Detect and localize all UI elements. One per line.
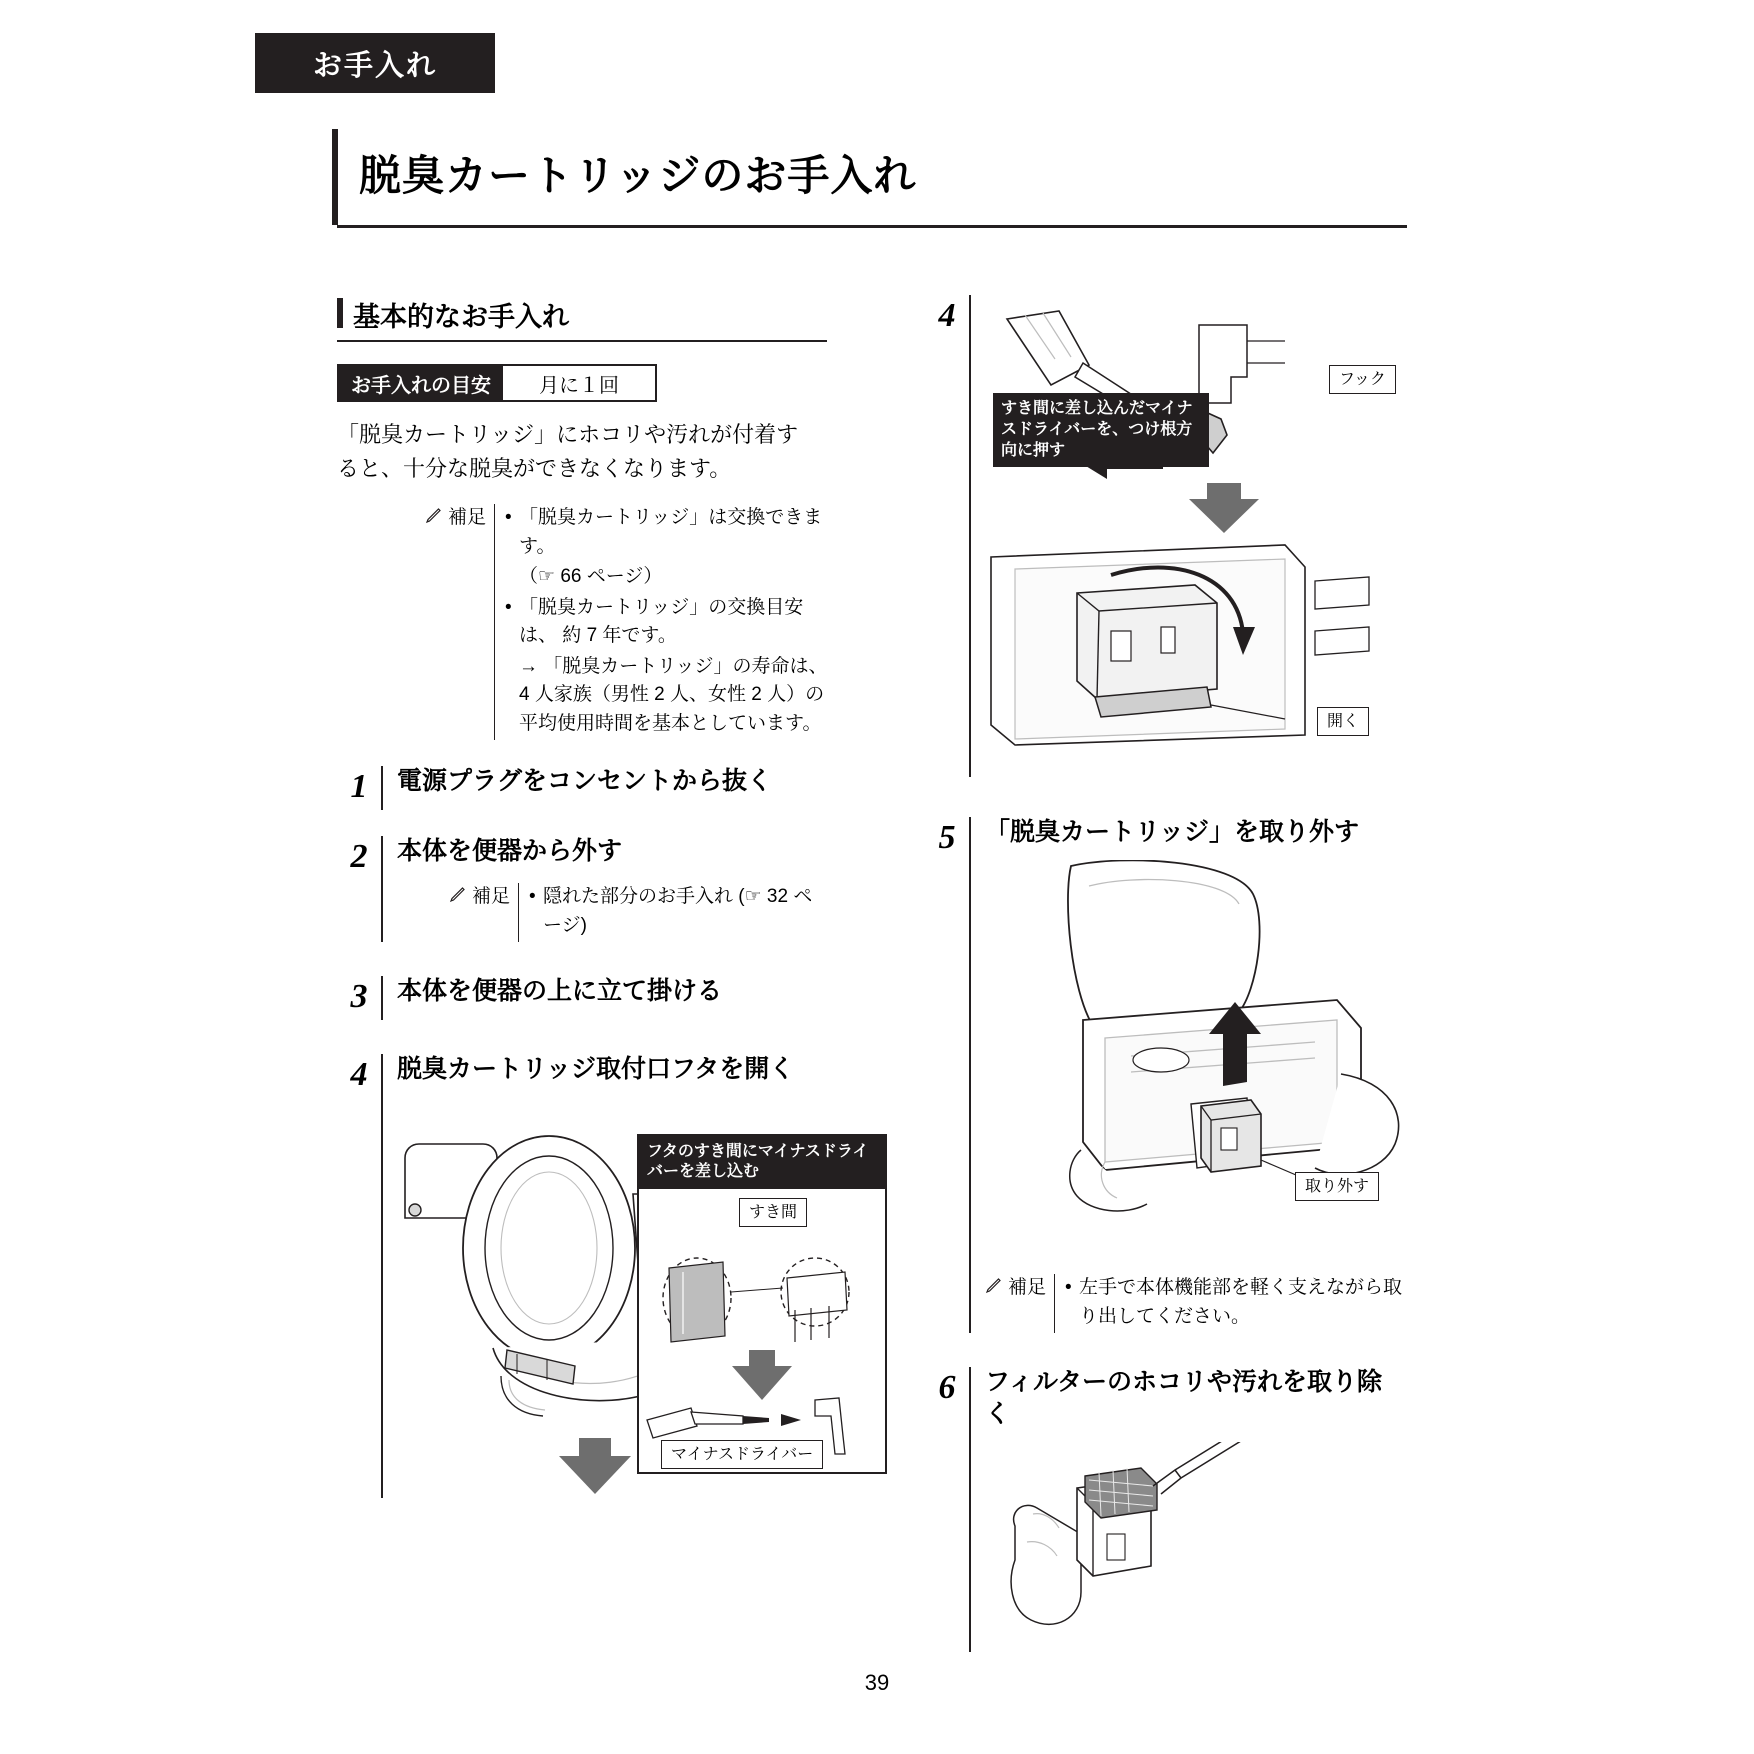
callout-push-driver: すき間に差し込んだマイナスドライバーを、つけ根方向に押す	[993, 393, 1209, 467]
left-column	[337, 295, 869, 1498]
supplement-label: 補足	[1008, 1277, 1047, 1299]
supplement-item: → 「脱臭カートリッジ」の寿命は、4 人家族（男性 2 人、女性 2 人）の平均使用時間を基本としています。	[519, 655, 828, 734]
step-number: 1	[350, 768, 368, 806]
callout-insert-driver: フタのすき間にマイナスドライバーを差し込む	[639, 1136, 885, 1190]
supplement-label-wrap	[425, 504, 494, 740]
inset-detail-panel	[637, 1134, 887, 1474]
intro-paragraph: 「脱臭カートリッジ」にホコリや汚れが付着すると、十分な脱臭ができなくなります。	[337, 422, 799, 482]
supplement-label-wrap	[449, 883, 518, 942]
figure-step4-right	[985, 307, 1425, 777]
supplement-body	[518, 883, 829, 942]
guideline-label: お手入れの目安	[339, 366, 503, 400]
step-content	[381, 836, 837, 942]
arrow-down-icon	[1189, 499, 1259, 533]
arrow-down-icon	[559, 1456, 631, 1494]
pencil-icon	[425, 507, 443, 525]
step-6	[925, 1367, 1405, 1652]
chapter-header	[337, 125, 1407, 221]
callout-minus-driver: マイナスドライバー	[661, 1440, 823, 1469]
supplement-body	[494, 504, 837, 740]
clean-filter-illustration	[985, 1442, 1385, 1642]
step-content	[381, 1054, 869, 1497]
step-supplement	[985, 1274, 1405, 1333]
figure-step5	[985, 860, 1425, 1260]
step-number: 2	[350, 838, 368, 876]
step-number: 4	[938, 297, 956, 334]
step-number: 4	[350, 1056, 368, 1094]
callout-gap: すき間	[739, 1198, 807, 1227]
section-divider	[337, 340, 827, 342]
step-number: 3	[350, 978, 368, 1016]
step-2	[337, 836, 837, 942]
step-number: 5	[938, 819, 956, 856]
step-number: 6	[938, 1369, 956, 1407]
guideline-value: 月に１回	[503, 366, 655, 400]
section-heading	[337, 295, 827, 342]
step-content	[969, 817, 1425, 1333]
pencil-icon	[449, 886, 467, 904]
right-column	[925, 295, 1405, 1652]
step-title: 本体を便器の上に立て掛ける	[397, 977, 723, 1006]
step-1	[337, 766, 837, 810]
step-title: 本体を便器から外す	[397, 837, 623, 866]
step-4-continued	[925, 295, 1405, 777]
step-title: フィルターのホコリや汚れを取り除く	[985, 1368, 1383, 1428]
step-title: 電源プラグをコンセントから抜く	[397, 767, 773, 796]
step-content	[969, 295, 1425, 777]
chapter-rule	[332, 129, 338, 225]
step-title: 脱臭カートリッジ取付口フタを開く	[397, 1055, 795, 1084]
supplement-item: • 「脱臭カートリッジ」の交換目安は、 約 7 年です。	[505, 594, 837, 651]
supplement-item: （☞ 66 ページ）	[519, 566, 663, 588]
supplement-body	[1054, 1274, 1405, 1333]
step-4	[337, 1054, 869, 1497]
page-number: 39	[864, 1670, 890, 1695]
arrow-stem	[579, 1438, 611, 1458]
step-3	[337, 976, 837, 1020]
step-title: 「脱臭カートリッジ」を取り外す	[985, 818, 1360, 846]
figure-step4-left	[397, 1098, 869, 1498]
supplement-item: • 「脱臭カートリッジ」は交換できます。	[505, 504, 837, 561]
step-supplement	[449, 883, 829, 942]
supplement-label-wrap	[985, 1274, 1054, 1333]
chapter-underline	[337, 225, 1407, 228]
callout-remove: 取り外す	[1295, 1172, 1379, 1201]
pencil-icon	[985, 1277, 1003, 1295]
supplement-item: • 左手で本体機能部を軽く支えながら取り出してください。	[1065, 1274, 1405, 1331]
supplement-label: 補足	[448, 507, 487, 529]
step-5	[925, 817, 1405, 1333]
step-content	[969, 1367, 1405, 1652]
step-content	[381, 766, 837, 810]
section-bar	[337, 298, 343, 328]
section-heading-text: 基本的なお手入れ	[353, 302, 569, 332]
supplement-item: • 隠れた部分のお手入れ (☞ 32 ページ)	[529, 883, 829, 940]
step-content	[381, 976, 837, 1020]
maintenance-guideline	[337, 364, 657, 402]
supplement-label: 補足	[472, 886, 511, 908]
section-tab: お手入れ	[255, 33, 495, 93]
callout-open: 開く	[1317, 707, 1369, 736]
callout-hook: フック	[1329, 365, 1396, 394]
supplement-block	[425, 504, 837, 740]
figure-step6	[985, 1442, 1405, 1652]
page-title: 脱臭カートリッジのお手入れ	[359, 152, 917, 199]
